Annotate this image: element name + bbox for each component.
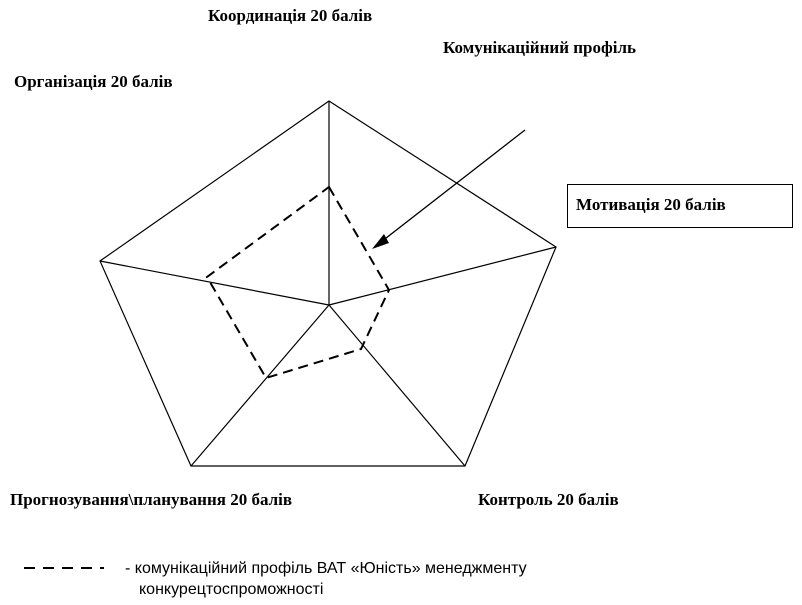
company-profile-dashed: [207, 187, 389, 378]
label-communication-profile: Комунікаційний профіль: [443, 38, 637, 57]
legend-text: [125, 558, 605, 600]
legend-line2: конкурецтоспроможності: [139, 581, 324, 598]
label-coordination: Координація 20 балів: [208, 6, 373, 25]
axis-organization: [100, 261, 329, 305]
label-control: Контроль 20 балів: [478, 490, 619, 509]
pointer-arrow: [372, 130, 525, 249]
label-planning: Прогнозування\планування 20 балів: [10, 490, 293, 509]
legend-prefix: -: [125, 560, 135, 577]
arrowhead-icon: [372, 234, 389, 249]
axis-motivation: [329, 247, 556, 305]
legend-line1: комунікаційний профіль ВАТ «Юність» менеджменту: [134, 560, 527, 577]
label-organization: Організація 20 балів: [14, 72, 173, 91]
axis-planning: [191, 305, 329, 466]
outer-pentagon: [100, 101, 556, 466]
label-motivation: Мотивація 20 балів: [567, 184, 793, 228]
axis-control: [329, 305, 465, 466]
legend-dashed-line-icon: [24, 565, 104, 571]
